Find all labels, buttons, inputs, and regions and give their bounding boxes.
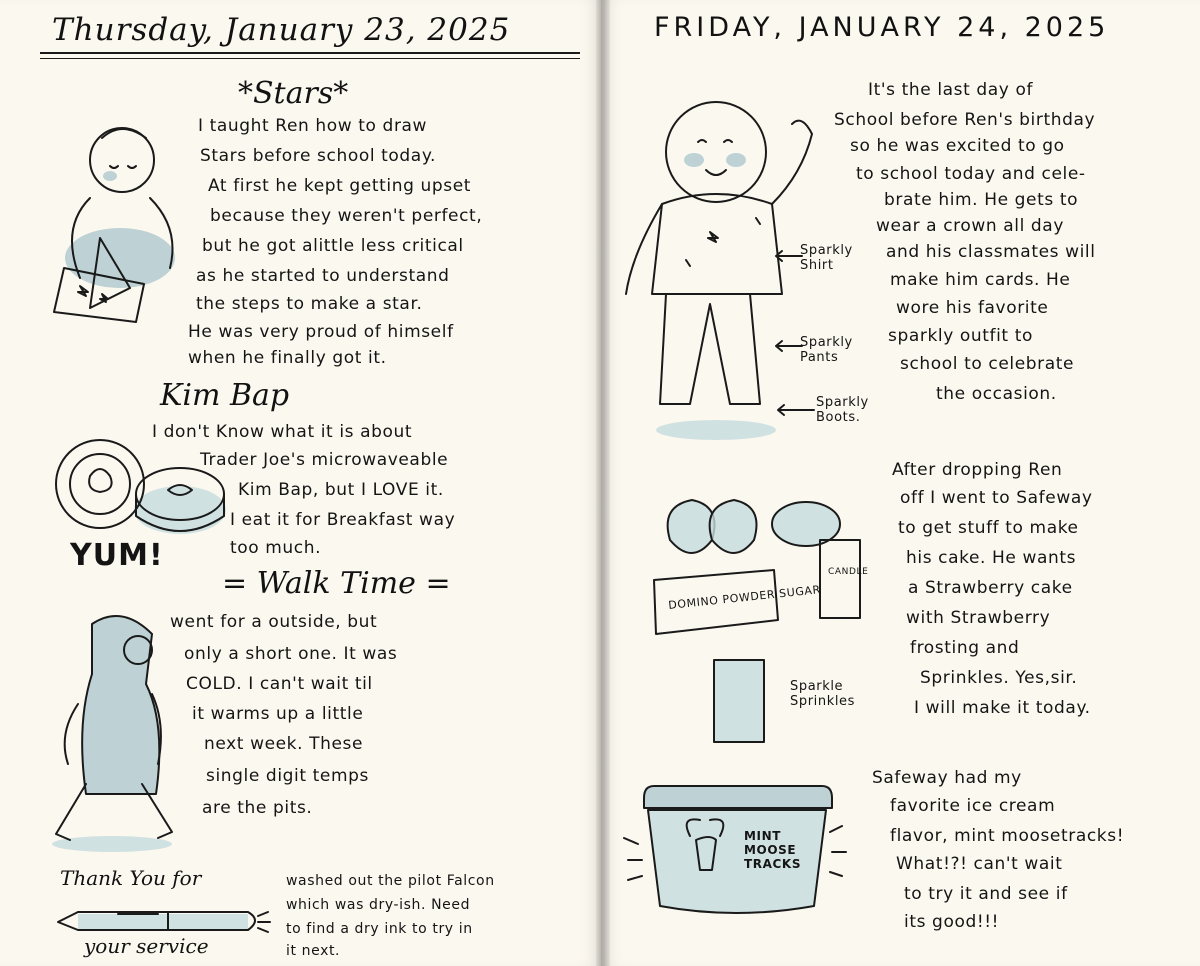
yum-exclaim: YUM! — [70, 538, 164, 573]
pen-line: which was dry-ish. Need — [286, 897, 471, 913]
sugar-bag-label: DOMINO POWDER SUGAR — [667, 583, 822, 612]
walk-title: = Walk Time = — [222, 566, 451, 601]
walk-line: COLD. I can't wait til — [186, 674, 373, 694]
stars-line: as he started to understand — [196, 266, 450, 286]
ice-cream-tub-illustration — [620, 776, 860, 926]
stars-line: the steps to make a star. — [196, 294, 423, 314]
stars-line: because they weren't perfect, — [210, 206, 483, 226]
label-arrows — [770, 250, 810, 420]
stars-line: but he got alittle less critical — [202, 236, 464, 256]
outfit-line: make him cards. He — [890, 270, 1071, 290]
heading-rule-2 — [40, 58, 580, 59]
walk-line: went for a outside, but — [170, 612, 378, 632]
outfit-line: and his classmates will — [886, 242, 1096, 262]
heading-rule-1 — [40, 52, 580, 54]
outfit-line: brate him. He gets to — [884, 190, 1079, 210]
kimbap-line: too much. — [230, 538, 322, 558]
candle-label: CANDLE — [828, 567, 869, 577]
kimbap-title: Kim Bap — [160, 378, 290, 413]
walk-line: only a short one. It was — [184, 644, 398, 664]
right-date-heading: FRIDAY, JANUARY 24, 2025 — [654, 12, 1110, 43]
tub-label: MINT MOOSE TRACKS — [744, 829, 802, 871]
label-sparkly-pants: Sparkly Pants — [800, 335, 853, 365]
groceries-illustration — [640, 490, 880, 750]
outfit-line: sparkly outfit to — [888, 326, 1033, 346]
book-gutter — [596, 0, 610, 966]
left-date-heading: Thursday, January 23, 2025 — [52, 12, 511, 48]
pen-caption-top: Thank You for — [60, 866, 202, 890]
fountain-pen-illustration — [48, 900, 278, 940]
outfit-line: so he was excited to go — [850, 136, 1065, 156]
safeway-line: a Strawberry cake — [908, 578, 1073, 598]
icecream-line: flavor, mint moosetracks! — [890, 826, 1125, 846]
walk-line: single digit temps — [206, 766, 369, 786]
safeway-line: frosting and — [910, 638, 1020, 658]
stars-line: At first he kept getting upset — [208, 176, 472, 196]
outfit-line: wear a crown all day — [876, 216, 1064, 236]
safeway-line: his cake. He wants — [906, 548, 1077, 568]
icecream-line: What!?! can't wait — [896, 854, 1063, 874]
kimbap-rolls-illustration — [50, 432, 230, 542]
stars-line: when he finally got it. — [188, 348, 387, 368]
safeway-line: After dropping Ren — [892, 460, 1063, 480]
kimbap-line: I don't Know what it is about — [152, 422, 413, 442]
safeway-line: with Strawberry — [906, 608, 1051, 628]
outfit-line: school to celebrate — [900, 354, 1075, 374]
safeway-line: Sprinkles. Yes,sir. — [920, 668, 1078, 688]
safeway-line: to get stuff to make — [898, 518, 1079, 538]
kimbap-line: I eat it for Breakfast way — [230, 510, 456, 530]
kimbap-line: Trader Joe's microwaveable — [200, 450, 449, 470]
pen-line: to find a dry ink to try in — [286, 921, 473, 937]
kimbap-line: Kim Bap, but I LOVE it. — [238, 480, 444, 500]
label-sparkly-boots: Sparkly Boots. — [816, 395, 869, 425]
icecream-line: to try it and see if — [904, 884, 1068, 904]
outfit-line: the occasion. — [936, 384, 1057, 404]
stars-title: *Stars* — [238, 76, 349, 111]
outfit-line: School before Ren's birthday — [834, 110, 1096, 130]
icecream-line: favorite ice cream — [890, 796, 1056, 816]
safeway-line: off I went to Safeway — [900, 488, 1093, 508]
stars-line: He was very proud of himself — [188, 322, 454, 342]
walk-line: it warms up a little — [192, 704, 364, 724]
outfit-line: wore his favorite — [896, 298, 1049, 318]
label-sparkle-sprinkles: Sparkle Sprinkles — [790, 679, 856, 709]
walk-line: are the pits. — [202, 798, 313, 818]
icecream-line: its good!!! — [904, 912, 1000, 932]
walking-person-illustration — [32, 604, 182, 854]
stars-line: Stars before school today. — [200, 146, 437, 166]
walk-line: next week. These — [204, 734, 364, 754]
child-drawing-stars-illustration — [40, 118, 190, 318]
safeway-line: I will make it today. — [914, 698, 1091, 718]
outfit-line: It's the last day of — [868, 80, 1034, 100]
pen-line: it next. — [286, 943, 341, 959]
stars-line: I taught Ren how to draw — [198, 116, 428, 136]
pen-caption-bottom: your service — [84, 934, 209, 958]
outfit-line: to school today and cele- — [856, 164, 1086, 184]
pen-line: washed out the pilot Falcon — [286, 873, 495, 889]
label-sparkly-shirt: Sparkly Shirt — [800, 243, 853, 273]
icecream-line: Safeway had my — [872, 768, 1022, 788]
